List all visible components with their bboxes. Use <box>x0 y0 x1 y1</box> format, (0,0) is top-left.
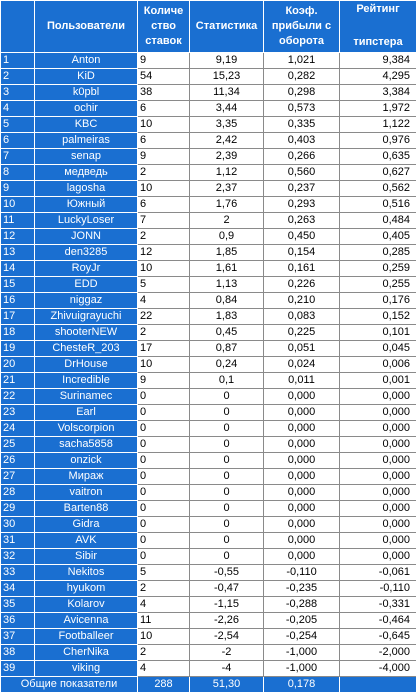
statistics-value: 1,61 <box>190 261 264 277</box>
row-number: 31 <box>1 533 35 549</box>
tipster-rating: 0,635 <box>340 149 416 165</box>
table-row <box>1 661 416 677</box>
table-row <box>1 117 416 133</box>
table-row <box>1 165 416 181</box>
row-number: 1 <box>1 53 35 69</box>
table-row <box>1 53 416 69</box>
row-number: 26 <box>1 453 35 469</box>
profit-coefficient: 0,000 <box>264 485 340 501</box>
statistics-value: -1,15 <box>190 597 264 613</box>
table-row <box>1 437 416 453</box>
statistics-value: 0,87 <box>190 341 264 357</box>
row-number: 17 <box>1 309 35 325</box>
profit-coefficient: 0,000 <box>264 501 340 517</box>
bets-count: 2 <box>138 325 190 341</box>
statistics-value: 15,23 <box>190 69 264 85</box>
row-number: 16 <box>1 293 35 309</box>
row-number: 22 <box>1 389 35 405</box>
user-name: Surinamec <box>35 389 138 405</box>
table-row <box>1 293 416 309</box>
profit-coefficient: 0,000 <box>264 437 340 453</box>
profit-coefficient: 0,024 <box>264 357 340 373</box>
bets-count: 54 <box>138 69 190 85</box>
bets-count: 0 <box>138 421 190 437</box>
tipster-rating: 0,006 <box>340 357 416 373</box>
tipster-rating: 0,000 <box>340 501 416 517</box>
user-name: RoyJr <box>35 261 138 277</box>
user-name: LuckyLoser <box>35 213 138 229</box>
statistics-value: 0,84 <box>190 293 264 309</box>
tipster-rating: 0,255 <box>340 277 416 293</box>
table-row <box>1 405 416 421</box>
bets-count: 9 <box>138 53 190 69</box>
statistics-value: 2,37 <box>190 181 264 197</box>
user-name: CherNika <box>35 645 138 661</box>
tipster-rating: 0,000 <box>340 549 416 565</box>
tipster-rating: 0,176 <box>340 293 416 309</box>
row-number: 2 <box>1 69 35 85</box>
row-number: 9 <box>1 181 35 197</box>
statistics-value: 0 <box>190 517 264 533</box>
profit-coefficient: 0,450 <box>264 229 340 245</box>
user-name: медведь <box>35 165 138 181</box>
statistics-value: 0 <box>190 533 264 549</box>
tipster-rating: 0,000 <box>340 469 416 485</box>
statistics-value: 0,45 <box>190 325 264 341</box>
table-row <box>1 469 416 485</box>
user-name: Южный <box>35 197 138 213</box>
totals-bets: 288 <box>138 677 190 693</box>
statistics-value: 2,39 <box>190 149 264 165</box>
profit-coefficient: 0,000 <box>264 453 340 469</box>
row-number: 34 <box>1 581 35 597</box>
bets-count: 38 <box>138 85 190 101</box>
user-name: Sibir <box>35 549 138 565</box>
statistics-value: 0 <box>190 501 264 517</box>
user-name: Avicenna <box>35 613 138 629</box>
profit-coefficient: 0,225 <box>264 325 340 341</box>
bets-count: 0 <box>138 549 190 565</box>
statistics-value: 0,9 <box>190 229 264 245</box>
profit-coefficient: -1,000 <box>264 645 340 661</box>
row-number: 33 <box>1 565 35 581</box>
statistics-value: 0 <box>190 469 264 485</box>
user-name: Footballeer <box>35 629 138 645</box>
user-name: Barten88 <box>35 501 138 517</box>
statistics-value: 0 <box>190 405 264 421</box>
table-footer <box>1 677 416 693</box>
header-users: Пользователи <box>35 1 138 53</box>
table-row <box>1 133 416 149</box>
header-bets: Количе ство ставок <box>138 1 190 53</box>
table-row <box>1 245 416 261</box>
table-row <box>1 597 416 613</box>
row-number: 14 <box>1 261 35 277</box>
header-rating-line1: Рейтинг <box>340 1 416 17</box>
profit-coefficient: 0,000 <box>264 421 340 437</box>
tipster-rating: 1,972 <box>340 101 416 117</box>
tipster-rating: 0,484 <box>340 213 416 229</box>
profit-coefficient: 0,573 <box>264 101 340 117</box>
profit-coefficient: 0,210 <box>264 293 340 309</box>
bets-count: 4 <box>138 661 190 677</box>
user-name: hyukom <box>35 581 138 597</box>
profit-coefficient: 0,560 <box>264 165 340 181</box>
bets-count: 0 <box>138 453 190 469</box>
profit-coefficient: 0,000 <box>264 549 340 565</box>
bets-count: 5 <box>138 277 190 293</box>
tipster-rating: 0,562 <box>340 181 416 197</box>
profit-coefficient: -0,235 <box>264 581 340 597</box>
profit-coefficient: 0,000 <box>264 469 340 485</box>
bets-count: 4 <box>138 293 190 309</box>
user-name: senap <box>35 149 138 165</box>
profit-coefficient: 0,000 <box>264 533 340 549</box>
bets-count: 2 <box>138 645 190 661</box>
table-row <box>1 517 416 533</box>
table-row <box>1 645 416 661</box>
header-num <box>1 1 35 53</box>
tipster-rating: 0,000 <box>340 389 416 405</box>
user-name: shooterNEW <box>35 325 138 341</box>
tipster-rating: 0,516 <box>340 197 416 213</box>
tipster-rating: 0,627 <box>340 165 416 181</box>
statistics-value: 11,34 <box>190 85 264 101</box>
user-name: ChesteR_203 <box>35 341 138 357</box>
tipster-rating: 0,000 <box>340 533 416 549</box>
user-name: Мираж <box>35 469 138 485</box>
bets-count: 6 <box>138 133 190 149</box>
tipster-rating: -0,061 <box>340 565 416 581</box>
table-header <box>1 1 416 53</box>
profit-coefficient: 0,237 <box>264 181 340 197</box>
profit-coefficient: 0,335 <box>264 117 340 133</box>
bets-count: 10 <box>138 181 190 197</box>
bets-count: 5 <box>138 565 190 581</box>
totals-rating <box>340 677 416 693</box>
tipster-rating: 0,000 <box>340 405 416 421</box>
statistics-value: 0 <box>190 421 264 437</box>
header-rating <box>340 1 416 53</box>
bets-count: 10 <box>138 629 190 645</box>
row-number: 29 <box>1 501 35 517</box>
tipster-rating: 0,000 <box>340 437 416 453</box>
statistics-value: 1,83 <box>190 309 264 325</box>
row-number: 15 <box>1 277 35 293</box>
row-number: 3 <box>1 85 35 101</box>
profit-coefficient: 0,403 <box>264 133 340 149</box>
user-name: niggaz <box>35 293 138 309</box>
tipster-rating: 4,295 <box>340 69 416 85</box>
profit-coefficient: 0,161 <box>264 261 340 277</box>
row-number: 32 <box>1 549 35 565</box>
profit-coefficient: -1,000 <box>264 661 340 677</box>
statistics-value: -2 <box>190 645 264 661</box>
tipster-rating: 0,000 <box>340 453 416 469</box>
table-row <box>1 533 416 549</box>
tipster-rating: 0,101 <box>340 325 416 341</box>
user-name: Earl <box>35 405 138 421</box>
bets-count: 6 <box>138 101 190 117</box>
tipster-rating: -0,331 <box>340 597 416 613</box>
table-row <box>1 181 416 197</box>
table-body <box>1 53 416 677</box>
statistics-value: 0 <box>190 549 264 565</box>
user-name: DrHouse <box>35 357 138 373</box>
user-name: onzick <box>35 453 138 469</box>
table-row <box>1 341 416 357</box>
row-number: 20 <box>1 357 35 373</box>
user-name: Zhivuigrayuchi <box>35 309 138 325</box>
profit-coefficient: 0,293 <box>264 197 340 213</box>
statistics-value: 1,76 <box>190 197 264 213</box>
user-name: EDD <box>35 277 138 293</box>
bets-count: 10 <box>138 357 190 373</box>
table-row <box>1 581 416 597</box>
tipster-rating: -0,464 <box>340 613 416 629</box>
header-stats: Статистика <box>190 1 264 53</box>
tipster-rating: 9,384 <box>340 53 416 69</box>
tipster-rating: 1,122 <box>340 117 416 133</box>
statistics-value: 2,42 <box>190 133 264 149</box>
bets-count: 0 <box>138 437 190 453</box>
row-number: 5 <box>1 117 35 133</box>
table-row <box>1 453 416 469</box>
totals-row <box>1 677 416 693</box>
statistics-value: -0,47 <box>190 581 264 597</box>
profit-coefficient: -0,288 <box>264 597 340 613</box>
row-number: 11 <box>1 213 35 229</box>
user-name: KBC <box>35 117 138 133</box>
table-row <box>1 373 416 389</box>
tipster-rating: 0,000 <box>340 421 416 437</box>
user-name: Volscorpion <box>35 421 138 437</box>
tipster-rating: 0,405 <box>340 229 416 245</box>
statistics-value: 9,19 <box>190 53 264 69</box>
table-row <box>1 69 416 85</box>
bets-count: 10 <box>138 117 190 133</box>
row-number: 28 <box>1 485 35 501</box>
bets-count: 2 <box>138 581 190 597</box>
tipster-rating: 3,384 <box>340 85 416 101</box>
bets-count: 6 <box>138 197 190 213</box>
profit-coefficient: 0,298 <box>264 85 340 101</box>
profit-coefficient: 0,000 <box>264 517 340 533</box>
table-row <box>1 613 416 629</box>
bets-count: 0 <box>138 469 190 485</box>
table-row <box>1 197 416 213</box>
row-number: 35 <box>1 597 35 613</box>
tipster-rating: -2,000 <box>340 645 416 661</box>
bets-count: 4 <box>138 597 190 613</box>
profit-coefficient: -0,254 <box>264 629 340 645</box>
row-number: 7 <box>1 149 35 165</box>
user-name: viking <box>35 661 138 677</box>
totals-label: Общие показатели <box>1 677 138 693</box>
table-row <box>1 549 416 565</box>
statistics-value: 0,24 <box>190 357 264 373</box>
profit-coefficient: -0,205 <box>264 613 340 629</box>
user-name: lagosha <box>35 181 138 197</box>
row-number: 12 <box>1 229 35 245</box>
table-row <box>1 501 416 517</box>
header-row <box>1 1 416 53</box>
profit-coefficient: 0,263 <box>264 213 340 229</box>
row-number: 38 <box>1 645 35 661</box>
user-name: Kolarov <box>35 597 138 613</box>
profit-coefficient: 0,154 <box>264 245 340 261</box>
statistics-value: 3,44 <box>190 101 264 117</box>
statistics-value: 1,12 <box>190 165 264 181</box>
table-row <box>1 629 416 645</box>
tipster-rating: 0,259 <box>340 261 416 277</box>
row-number: 6 <box>1 133 35 149</box>
statistics-value: 0 <box>190 485 264 501</box>
tipster-rating: -0,110 <box>340 581 416 597</box>
row-number: 18 <box>1 325 35 341</box>
statistics-value: -2,26 <box>190 613 264 629</box>
table-row <box>1 565 416 581</box>
user-name: Gidra <box>35 517 138 533</box>
statistics-value: 1,85 <box>190 245 264 261</box>
row-number: 19 <box>1 341 35 357</box>
table-row <box>1 229 416 245</box>
user-name: AVK <box>35 533 138 549</box>
table-row <box>1 149 416 165</box>
row-number: 23 <box>1 405 35 421</box>
profit-coefficient: 1,021 <box>264 53 340 69</box>
row-number: 27 <box>1 469 35 485</box>
tipster-rating: 0,152 <box>340 309 416 325</box>
bets-count: 11 <box>138 613 190 629</box>
profit-coefficient: 0,011 <box>264 373 340 389</box>
bets-count: 0 <box>138 517 190 533</box>
user-name: den3285 <box>35 245 138 261</box>
statistics-value: 0,1 <box>190 373 264 389</box>
tipster-rating: 0,000 <box>340 485 416 501</box>
table-row <box>1 261 416 277</box>
tipster-rating: 0,001 <box>340 373 416 389</box>
statistics-value: 3,35 <box>190 117 264 133</box>
bets-count: 7 <box>138 213 190 229</box>
bets-count: 9 <box>138 373 190 389</box>
row-number: 13 <box>1 245 35 261</box>
row-number: 10 <box>1 197 35 213</box>
table-row <box>1 277 416 293</box>
profit-coefficient: 0,266 <box>264 149 340 165</box>
profit-coefficient: -0,110 <box>264 565 340 581</box>
row-number: 39 <box>1 661 35 677</box>
table-row <box>1 101 416 117</box>
profit-coefficient: 0,083 <box>264 309 340 325</box>
bets-count: 10 <box>138 261 190 277</box>
profit-coefficient: 0,226 <box>264 277 340 293</box>
user-name: KiD <box>35 69 138 85</box>
tipster-rating: 0,045 <box>340 341 416 357</box>
user-name: vaitron <box>35 485 138 501</box>
row-number: 8 <box>1 165 35 181</box>
tipster-rating: -4,000 <box>340 661 416 677</box>
profit-coefficient: 0,051 <box>264 341 340 357</box>
table-row <box>1 213 416 229</box>
user-name: Incredible <box>35 373 138 389</box>
tipster-rating: 0,000 <box>340 517 416 533</box>
row-number: 24 <box>1 421 35 437</box>
table-row <box>1 309 416 325</box>
user-name: Anton <box>35 53 138 69</box>
user-name: ochir <box>35 101 138 117</box>
table-row <box>1 357 416 373</box>
tipster-rating: 0,285 <box>340 245 416 261</box>
row-number: 4 <box>1 101 35 117</box>
bets-count: 2 <box>138 229 190 245</box>
statistics-value: -0,55 <box>190 565 264 581</box>
totals-stats: 51,30 <box>190 677 264 693</box>
profit-coefficient: 0,000 <box>264 405 340 421</box>
table-row <box>1 389 416 405</box>
user-name: palmeiras <box>35 133 138 149</box>
user-name: k0pbl <box>35 85 138 101</box>
user-name: Nekitos <box>35 565 138 581</box>
statistics-value: -2,54 <box>190 629 264 645</box>
statistics-value: -4 <box>190 661 264 677</box>
bets-count: 12 <box>138 245 190 261</box>
bets-count: 0 <box>138 485 190 501</box>
table-row <box>1 485 416 501</box>
table-row <box>1 325 416 341</box>
profit-coefficient: 0,000 <box>264 389 340 405</box>
profit-coefficient: 0,282 <box>264 69 340 85</box>
bets-count: 0 <box>138 533 190 549</box>
statistics-value: 0 <box>190 437 264 453</box>
header-rating-line2: типстера <box>340 17 416 50</box>
statistics-value: 2 <box>190 213 264 229</box>
bets-count: 0 <box>138 405 190 421</box>
user-name: JONN <box>35 229 138 245</box>
bets-count: 22 <box>138 309 190 325</box>
table-row <box>1 421 416 437</box>
table-row <box>1 85 416 101</box>
bets-count: 0 <box>138 389 190 405</box>
bets-count: 0 <box>138 501 190 517</box>
bets-count: 17 <box>138 341 190 357</box>
header-coef: Коэф. прибыли с оборота <box>264 1 340 53</box>
tipster-rating: 0,976 <box>340 133 416 149</box>
row-number: 36 <box>1 613 35 629</box>
user-name: sacha5858 <box>35 437 138 453</box>
bets-count: 9 <box>138 149 190 165</box>
bets-count: 2 <box>138 165 190 181</box>
row-number: 25 <box>1 437 35 453</box>
tipster-rating: -0,645 <box>340 629 416 645</box>
statistics-value: 0 <box>190 453 264 469</box>
statistics-value: 0 <box>190 389 264 405</box>
row-number: 30 <box>1 517 35 533</box>
totals-coef: 0,178 <box>264 677 340 693</box>
row-number: 37 <box>1 629 35 645</box>
row-number: 21 <box>1 373 35 389</box>
statistics-value: 1,13 <box>190 277 264 293</box>
